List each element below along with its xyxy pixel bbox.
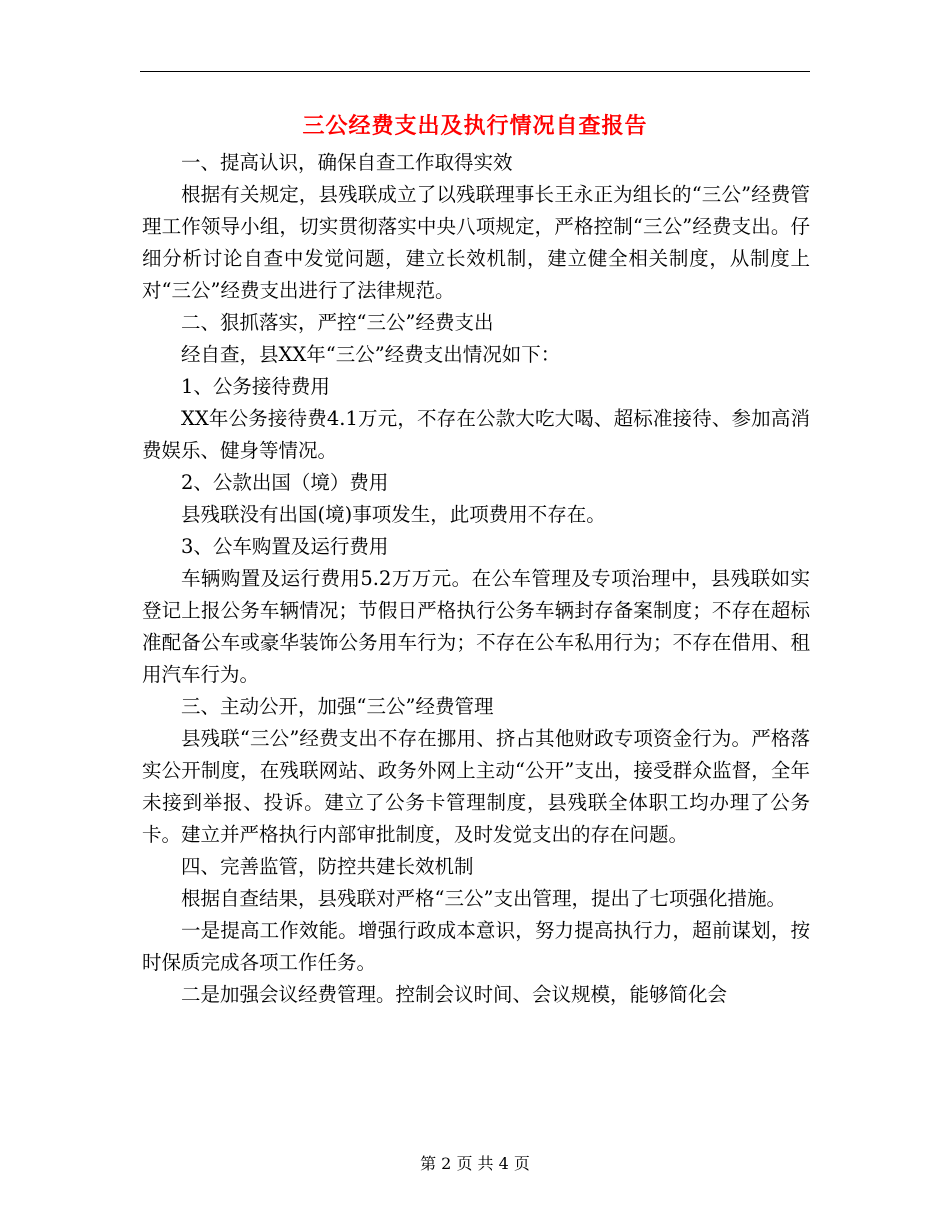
- subheading: 3、公车购置及运行费用: [181, 535, 389, 558]
- paragraph: 经自查，县XX年“三公”经费支出情况如下：: [181, 343, 561, 366]
- header-rule: [140, 71, 810, 72]
- subheading: 2、公款出国（境）费用: [181, 471, 389, 494]
- section-heading-3: 三、主动公开，加强“三公”经费管理: [181, 695, 494, 718]
- paragraph: 县残联“三公”经费支出不存在挪用、挤占其他财政专项资金行为。严格落实公开制度，在残联网站、政务外网上主动“公开”支出，接受群众监督，全年未接到举报、投诉。建立了公务卡管理制度，县残联全体职工均办理了公务卡。建立并严格执行内部审批制度，及时发觉支出的存在问题。: [142, 727, 810, 846]
- paragraph: XX年公务接待费4.1万元，不存在公款大吃大喝、超标准接待、参加高消费娱乐、健身等情况。: [142, 407, 810, 462]
- section-heading-1: 一、提高认识，确保自查工作取得实效: [181, 151, 513, 174]
- document-title: 三公经费支出及执行情况自查报告: [302, 113, 648, 139]
- paragraph: 二是加强会议经费管理。控制会议时间、会议规模，能够简化会: [181, 983, 728, 1006]
- section-heading-4: 四、完善监管，防控共建长效机制: [181, 855, 474, 878]
- section-heading-2: 二、狠抓落实，严控“三公”经费支出: [181, 311, 494, 334]
- paragraph: 车辆购置及运行费用5.2万万元。在公车管理及专项治理中，县残联如实登记上报公务车辆情况；节假日严格执行公务车辆封存备案制度；不存在超标准配备公车或豪华装饰公务用车行为；不存在公车私用行为；不存在借用、租用汽车行为。: [142, 567, 810, 686]
- paragraph: 县残联没有出国(境)事项发生，此项费用不存在。: [181, 503, 606, 526]
- paragraph: 根据自查结果，县残联对严格“三公”支出管理，提出了七项强化措施。: [181, 887, 786, 910]
- document-body: [142, 147, 810, 1011]
- paragraph: 一是提高工作效能。增强行政成本意识，努力提高执行力，超前谋划，按时保质完成各项工作任务。: [142, 919, 810, 974]
- subheading: 1、公务接待费用: [181, 375, 330, 398]
- paragraph: 根据有关规定，县残联成立了以残联理事长王永正为组长的“三公”经费管理工作领导小组，切实贯彻落实中央八项规定，严格控制“三公”经费支出。仔细分析讨论自查中发觉问题，建立长效机制，建立健全相关制度，从制度上对“三公”经费支出进行了法律规范。: [142, 183, 810, 302]
- page-footer: 第 2 页 共 4 页: [420, 1154, 530, 1173]
